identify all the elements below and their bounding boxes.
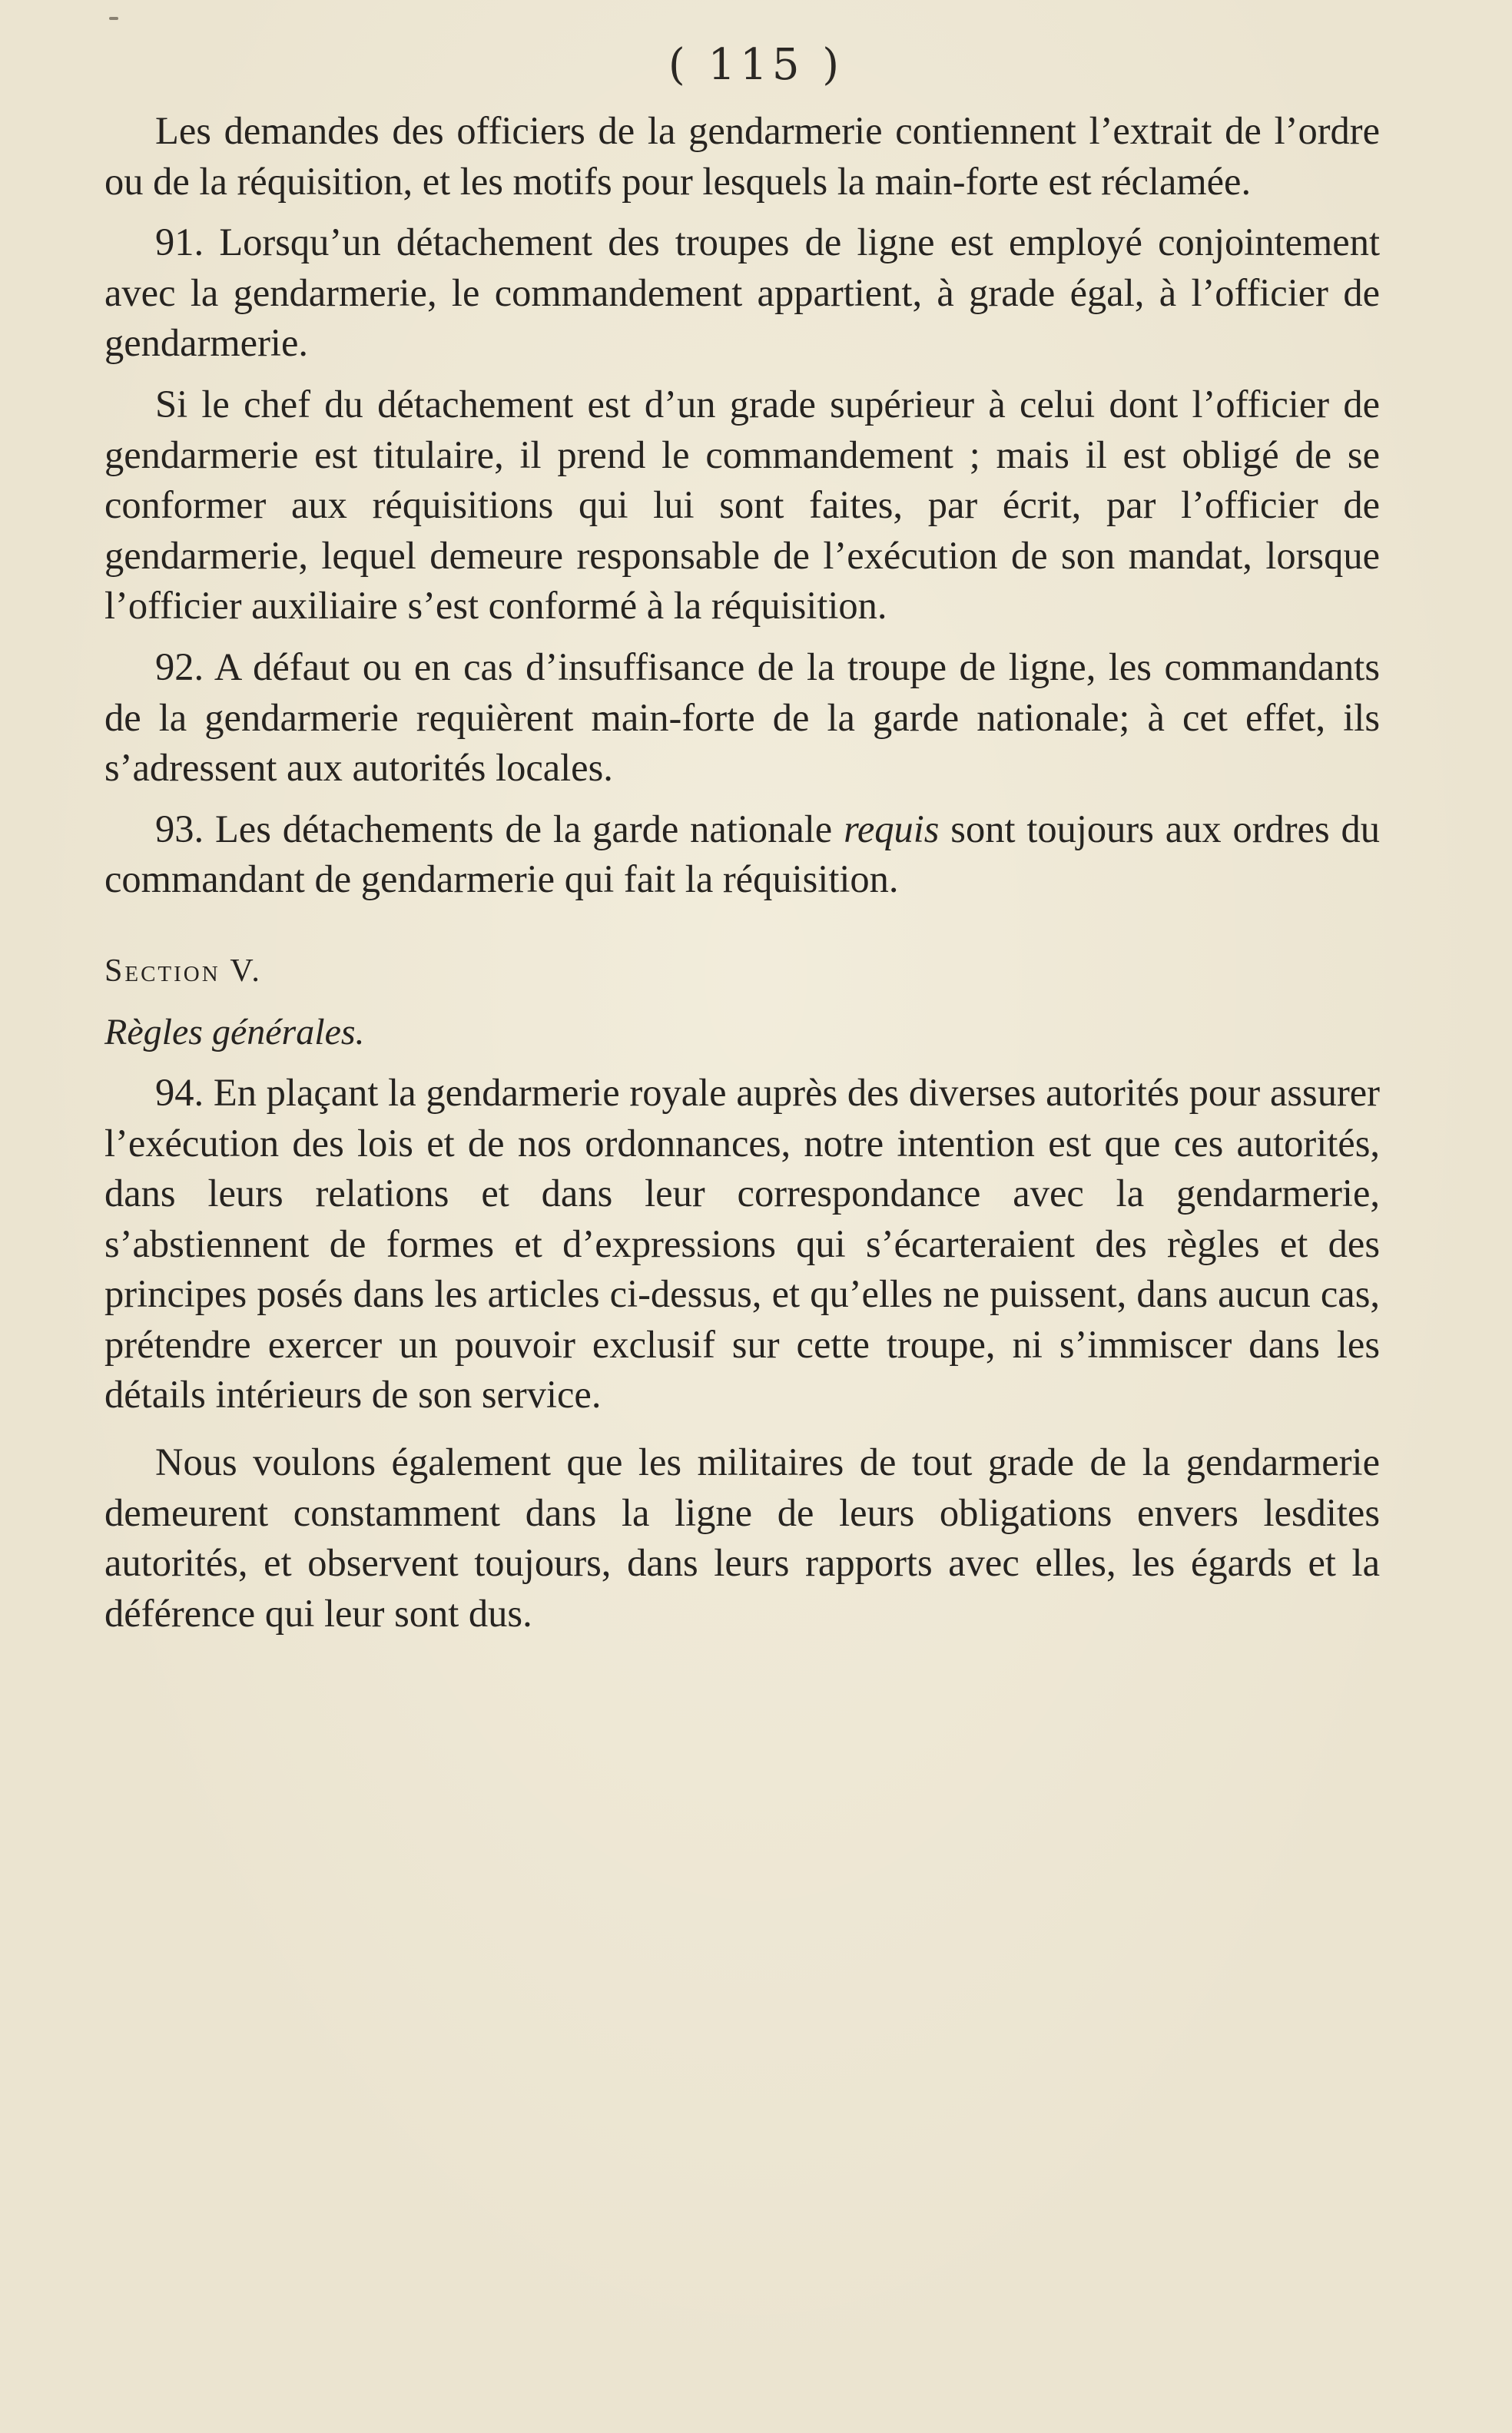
page-body <box>104 106 1380 1639</box>
paragraph-chef-detachement: Si le chef du détachement est d’un grade supérieur à celui dont l’officier de gendarmerie est titulaire, il prend le commandement ; mais il est obligé de se conformer aux réquisitions qui lui sont faites, par écrit, par l’officier de gendarmerie, lequel demeure responsable de l’exécution de son mandat, lorsque l’officier auxiliaire s’est conformé à la réquisition. <box>104 382 1380 628</box>
article-93-text-start: 93. Les détachements de la garde nationale <box>155 807 844 850</box>
article-91: 91. Lorsqu’un détachement des troupes de ligne est employé conjointement avec la gendarmerie, le commandement appartient, à grade égal, à l’officier de gendarmerie. <box>104 220 1380 365</box>
page-number: ( 115 ) <box>668 40 844 90</box>
paragraph-demandes: Les demandes des officiers de la gendarmerie contiennent l’extrait de l’ordre ou de la réquisition, et les motifs pour lesquels la main-forte est réclamée. <box>104 109 1380 203</box>
article-93 <box>104 804 1380 905</box>
section-subtitle: Règles générales. <box>104 1011 365 1052</box>
article-92: 92. A défaut ou en cas d’insuffisance de la troupe de ligne, les commandants de la gendarmerie requièrent main-forte de la garde nationale; à cet effet, ils s’adressent aux autorités locales. <box>104 645 1380 790</box>
article-93-text-end: sont toujours aux ordres du commandant de gendarmerie qui fait la réquisition. <box>104 807 1380 901</box>
section-title: Section V. <box>104 953 262 989</box>
article-93-italic-word: requis <box>844 807 940 850</box>
page-edge-mark <box>109 17 118 20</box>
article-94: 94. En plaçant la gendarmerie royale auprès des diverses autorités pour assurer l’exécution des lois et de nos ordonnances, notre intention est que ces autorités, dans leurs relations et dans leur correspondance avec la gendarmerie, s’abstiennent de formes et d’expressions qui s’écarteraient des règles et des principes posés dans les articles ci-dessus, et qu’elles ne puissent, dans aucun cas, prétendre exercer un pouvoir exclusif sur cette troupe, ni s’immiscer dans les détails intérieurs de son service. <box>104 1070 1380 1417</box>
paragraph-nous-voulons: Nous voulons également que les militaires de tout grade de la gendarmerie demeurent constamment dans la ligne de leurs obligations envers lesdites autorités, et observent toujours, dans leurs rapports avec elles, les égards et la déférence qui leur sont dus. <box>104 1440 1380 1635</box>
